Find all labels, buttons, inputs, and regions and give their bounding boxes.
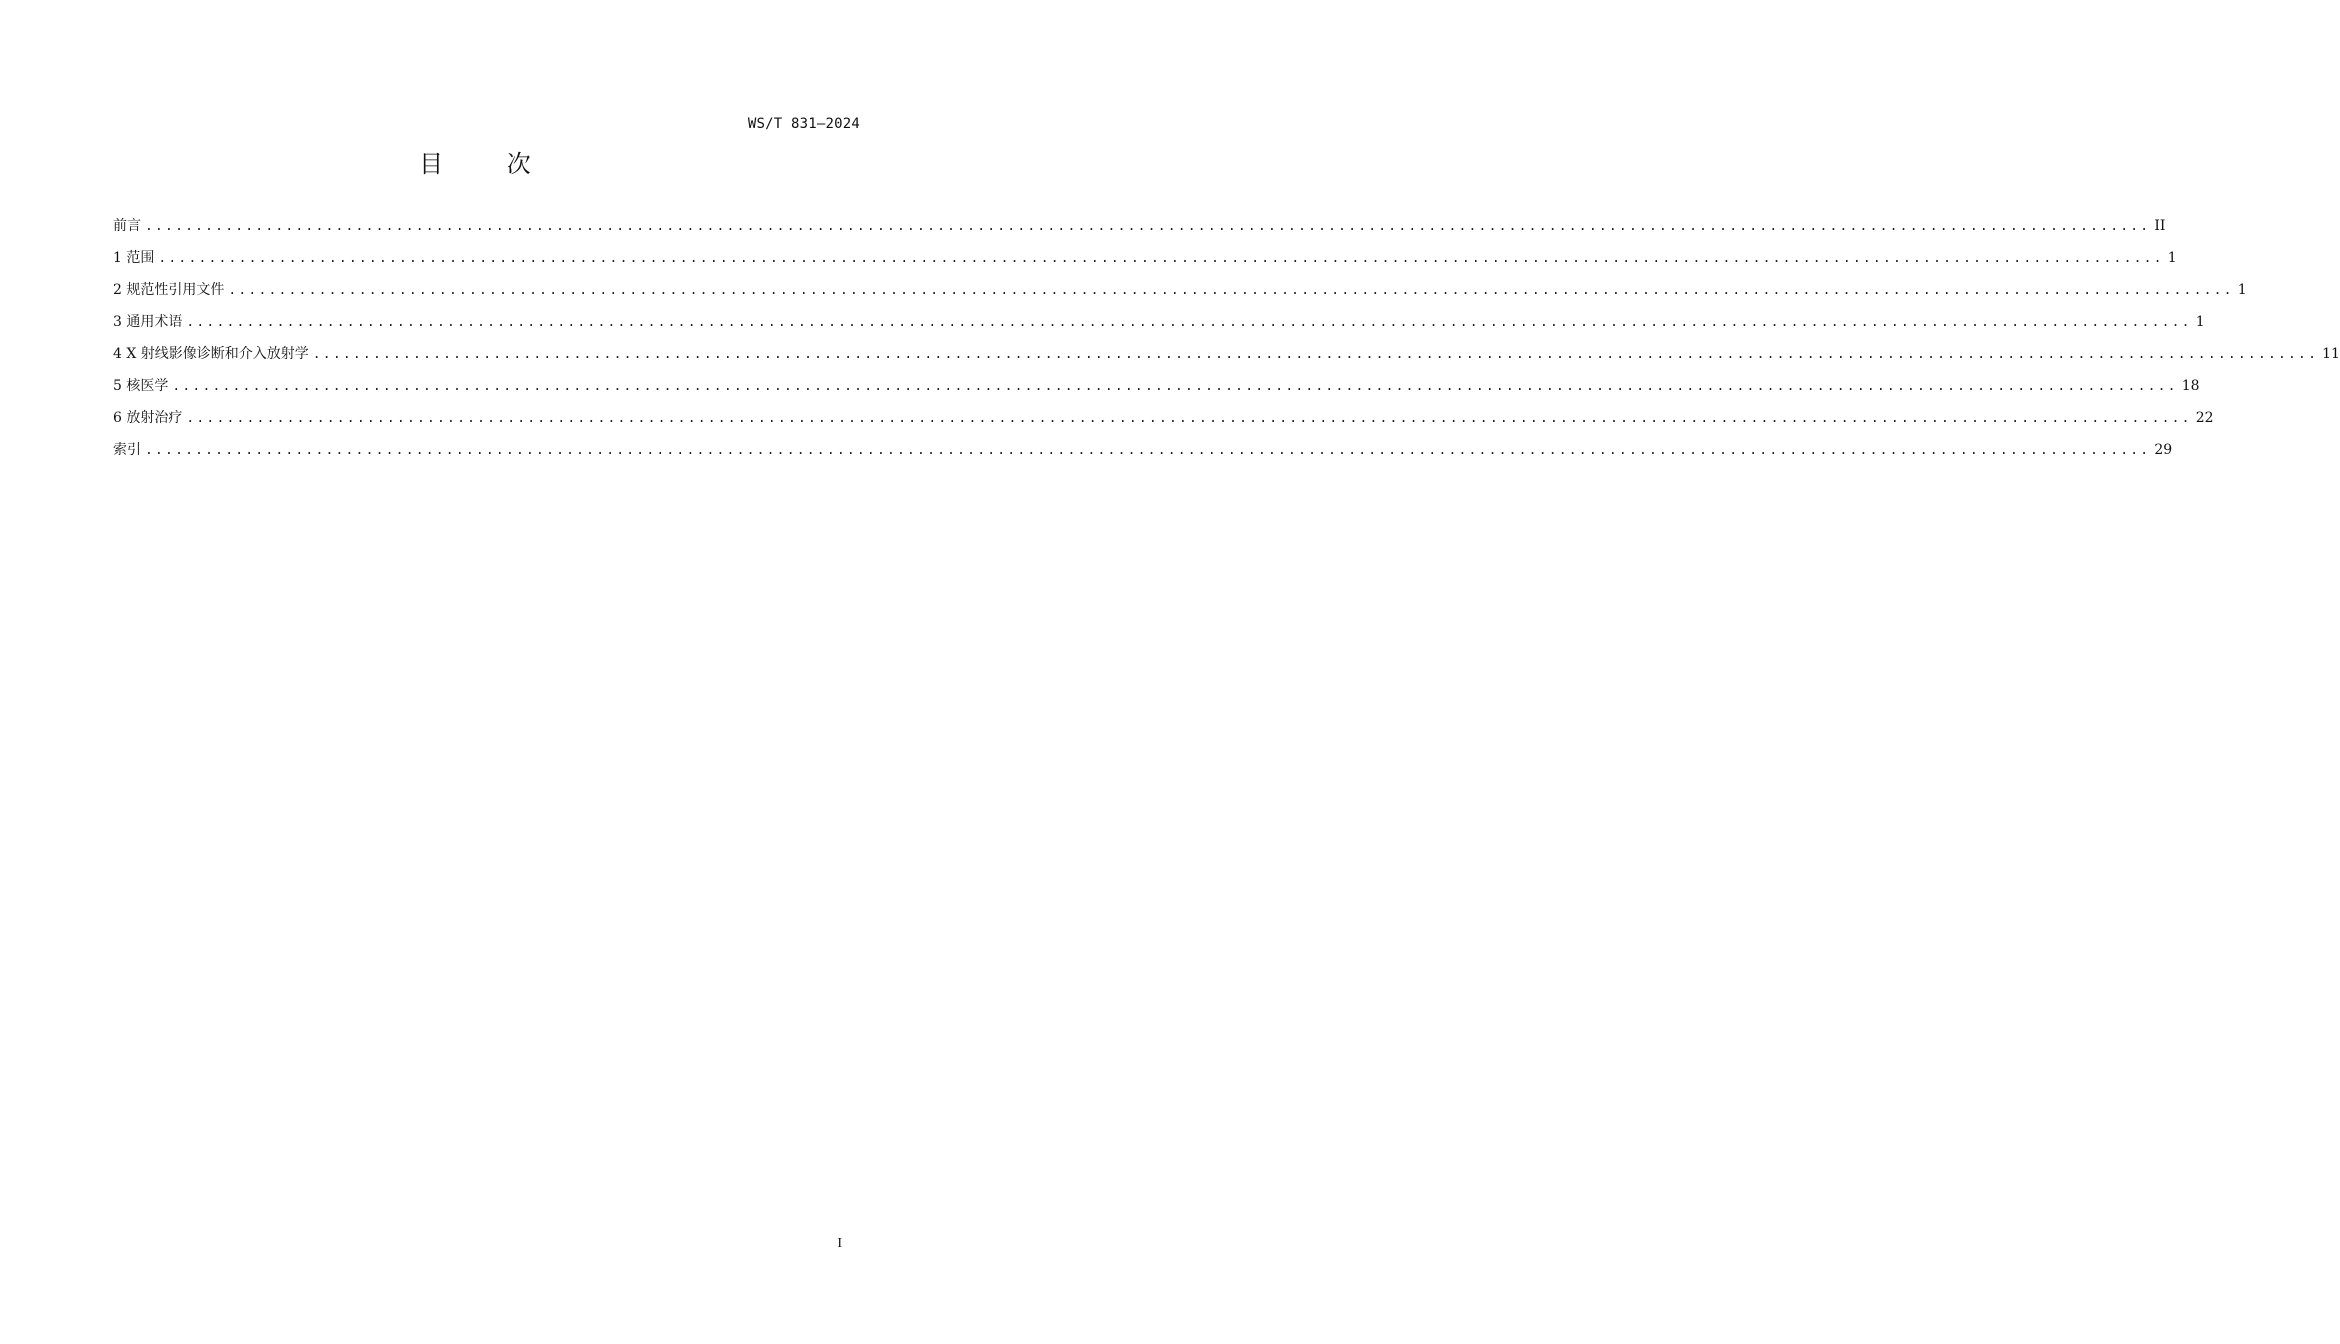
toc-entry-page: 18 — [2181, 378, 2200, 394]
standard-code: WS/T 831—2024 — [747, 116, 860, 132]
toc-leader-dots: ........................................................................................................................................................................................................ — [172, 379, 2178, 394]
toc-entry-label: 索引 — [113, 442, 141, 458]
toc-entry-page: II — [2154, 218, 2166, 234]
toc-entry-page: 22 — [2195, 410, 2214, 426]
toc-title: 目 次 — [419, 150, 559, 178]
toc-entry-foreword[interactable] — [113, 215, 2166, 247]
toc-entry-page: 1 — [2167, 250, 2177, 266]
page-number: I — [837, 1236, 842, 1251]
toc-leader-dots: ........................................................................................................................................................................................................ — [312, 347, 2319, 362]
toc-entry-label: 前言 — [113, 218, 141, 234]
toc-entry-page: 11 — [2322, 346, 2340, 362]
toc-entry-label: 3 通用术语 — [113, 314, 183, 330]
toc-entry-label: 2 规范性引用文件 — [113, 282, 225, 298]
toc-entry-index[interactable] — [113, 439, 2173, 471]
toc-entry-radiotherapy[interactable] — [113, 407, 2214, 439]
toc-entry-label: 5 核医学 — [113, 378, 169, 394]
toc-entry-page: 1 — [2237, 282, 2247, 298]
toc-entry-label: 6 放射治疗 — [113, 410, 183, 426]
toc-leader-dots: ........................................................................................................................................................................................................ — [228, 283, 2234, 298]
toc-entry-nuclear-medicine[interactable] — [113, 375, 2200, 407]
toc-entry-page: 29 — [2154, 442, 2173, 458]
table-of-contents — [113, 215, 2340, 471]
toc-entry-label: 1 范围 — [113, 250, 155, 266]
toc-leader-dots: ........................................................................................................................................................................................................ — [145, 443, 2151, 458]
toc-entry-general-terms[interactable] — [113, 311, 2205, 343]
toc-entry-xray-imaging[interactable] — [113, 343, 2340, 375]
toc-leader-dots: ........................................................................................................................................................................................................ — [186, 411, 2192, 426]
toc-entry-scope[interactable] — [113, 247, 2177, 279]
toc-entry-label: 4 X 射线影像诊断和介入放射学 — [113, 346, 309, 362]
toc-entry-normative-references[interactable] — [113, 279, 2247, 311]
toc-entry-page: 1 — [2195, 314, 2205, 330]
toc-leader-dots: ........................................................................................................................................................................................................ — [186, 315, 2192, 330]
toc-leader-dots: ........................................................................................................................................................................................................ — [145, 219, 2151, 234]
toc-leader-dots: ........................................................................................................................................................................................................ — [158, 251, 2164, 266]
